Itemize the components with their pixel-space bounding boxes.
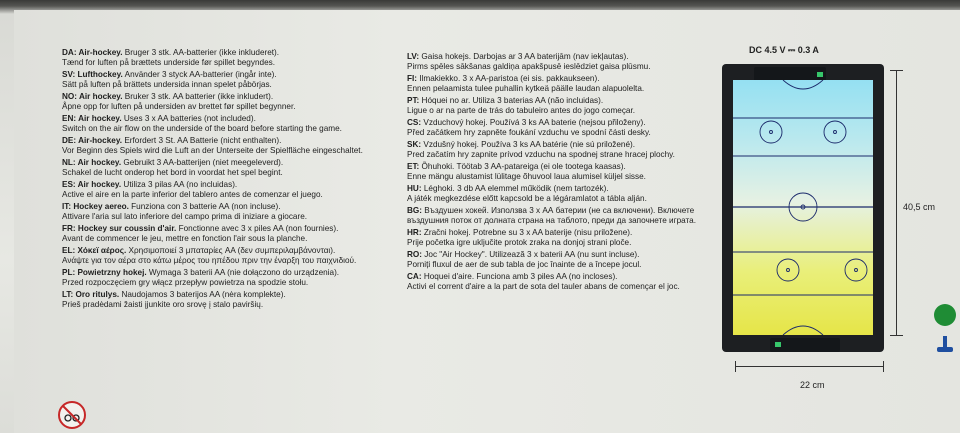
language-heading: ES: Air hockey.: [62, 180, 122, 189]
instruction-entry: [407, 184, 697, 204]
instruction-entry: [62, 246, 392, 266]
height-tick-top: [890, 70, 903, 71]
instruction-line: Switch on the air flow on the underside of the board before starting the game.: [62, 124, 342, 134]
instruction-line: Zračni hokej. Potrebne su 3 x AA baterije (nisu priložene).: [421, 228, 633, 237]
table-top-goal-housing: [754, 67, 826, 81]
instruction-line: Activi el corrent d'aire a la part de sota del tauler abans de començar el joc.: [407, 282, 680, 292]
instruction-entry: [62, 268, 392, 288]
language-heading: PT:: [407, 96, 420, 105]
language-heading: SK:: [407, 140, 422, 149]
language-heading: PL: Powietrzny hokej.: [62, 268, 147, 277]
language-heading: BG:: [407, 206, 423, 215]
language-heading: LV:: [407, 52, 420, 61]
instruction-line: Porniți fluxul de aer de sub tabla de joc înainte de a începe jocul.: [407, 260, 642, 270]
instruction-line: Erfordert 3 St. AA Batterie (nicht enthalten).: [122, 136, 282, 145]
instruction-entry: [407, 228, 697, 248]
instruction-entry: [62, 180, 392, 200]
instruction-line: Ligue o ar na parte de trás do tabuleiro antes do jogo começar.: [407, 106, 636, 116]
language-heading: RO:: [407, 250, 423, 259]
instructions-left-column: [62, 48, 392, 312]
language-heading: SV: Lufthockey.: [62, 70, 123, 79]
air-hockey-playing-surface: [733, 80, 873, 335]
instruction-line: Tænd for luften på brættets underside før spillet begyndes.: [62, 58, 275, 68]
instruction-line: Gebruikt 3 AA-batterijen (niet meegeleverd).: [121, 158, 284, 167]
instruction-entry: [62, 70, 392, 90]
instruction-line: Ανάψτε για τον αέρα στο κάτω μέρος του ηπέδου πριν την έναρξη του παιχνιδιού.: [62, 256, 357, 266]
height-dimension-line: [896, 70, 897, 335]
instruction-line: Ennen pelaamista tulee puhallin kytkeä päälle laudan alapuolelta.: [407, 84, 645, 94]
score-led-top: [817, 72, 823, 77]
instruction-entry: [407, 162, 697, 182]
instruction-line: Gaisa hokejs. Darbojas ar 3 AA baterijām (nav iekļautas).: [419, 52, 629, 61]
instruction-line: Sätt på luften på brättets undersida innan spelet påbörjas.: [62, 80, 272, 90]
instruction-entry: [62, 158, 392, 178]
language-heading: HR:: [407, 228, 422, 237]
instruction-entry: [407, 272, 697, 292]
instruction-line: Schakel de lucht onderop het bord in voordat het spel begint.: [62, 168, 283, 178]
instruction-line: Ilmakiekko. 3 x AA-paristoa (ei sis. pakkaukseen).: [417, 74, 600, 83]
instruction-line: Active el aire en la parte inferior del tablero antes de comenzar el juego.: [62, 190, 323, 200]
instruction-line: Joc "Air Hockey". Utilizează 3 x baterii AA (nu sunt incluse).: [422, 250, 640, 259]
width-dimension-line: [735, 366, 883, 367]
no-waste-icon: [57, 400, 87, 430]
instruction-line: Vor Beginn des Spiels wird die Luft an der Unterseite der Spielfläche eingeschaltet.: [62, 146, 363, 156]
instruction-line: Przed rozpoczęciem gry włącz przepływ powietrza na spodzie stołu.: [62, 278, 309, 288]
instruction-entry: [62, 136, 392, 156]
instruction-line: Wymaga 3 baterii AA (nie dołączono do urządzenia).: [146, 268, 340, 277]
instruction-line: Χρησιμοποιεί 3 μπαταρίες AA (δεν συμπεριλαμβάνονται).: [126, 246, 336, 255]
instruction-line: A játék megkezdése előtt kapcsold be a légáramlatot a tábla alján.: [407, 194, 647, 204]
instruction-line: Léghoki. 3 db AA elemmel működik (nem tartozék).: [421, 184, 609, 193]
instruction-line: Hóquei no ar. Utiliza 3 baterias AA (não incluidas).: [419, 96, 604, 105]
instruction-entry: [407, 250, 697, 270]
instruction-line: Enne mängu alustamist lülitage õhuvool laua alumisel küljel sisse.: [407, 172, 646, 182]
instruction-line: Uses 3 x AA batteries (not included).: [121, 114, 256, 123]
instruction-entry: [407, 206, 697, 226]
instruction-line: Õhuhoki. Töötab 3 AA-patareiga (ei ole tootega kaasas).: [419, 162, 626, 171]
language-heading: DE: Air-hockey.: [62, 136, 123, 145]
language-heading: EL: Χόκεϊ αέρος.: [62, 246, 127, 255]
instruction-line: Vzduchový hokej. Používá 3 ks AA baterie (nejsou přiloženy).: [421, 118, 646, 127]
language-heading: ET:: [407, 162, 420, 171]
instruction-entry: [62, 114, 392, 134]
instruction-line: Attivare l'aria sul lato inferiore del campo prima di iniziare a giocare.: [62, 212, 308, 222]
language-heading: CS:: [407, 118, 422, 127]
instruction-line: Въздушен хокей. Използва 3 х АА батерии (не са включени). Включете: [422, 206, 695, 215]
instruction-line: Prieš pradėdami žaisti įjunkite oro srovę į stalo paviršių.: [62, 300, 264, 310]
height-tick-bottom: [890, 335, 903, 336]
language-heading: FI:: [407, 74, 418, 83]
language-heading: IT: Hockey aereo.: [62, 202, 129, 211]
rink-markings: [733, 80, 873, 335]
power-spec: DC 4.5 V ⎓ 0.3 A: [749, 45, 819, 55]
width-label: 22 cm: [800, 380, 825, 390]
instruction-entry: [407, 96, 697, 116]
instruction-line: Använder 3 styck AA-batterier (ingår inte).: [122, 70, 277, 79]
language-heading: EN: Air hockey.: [62, 114, 122, 123]
language-heading: FR: Hockey sur coussin d'air.: [62, 224, 177, 233]
instruction-entry: [62, 202, 392, 222]
language-heading: HU:: [407, 184, 422, 193]
width-tick-left: [735, 361, 736, 372]
instruction-line: Funziona con 3 batterie AA (non incluse).: [128, 202, 281, 211]
instruction-entry: [62, 224, 392, 244]
language-heading: CA:: [407, 272, 422, 281]
instruction-line: Vzdušný hokej. Používa 3 ks AA batérie (nie sú priložené).: [421, 140, 636, 149]
mallet-icon: [935, 335, 955, 355]
instruction-entry: [407, 52, 697, 72]
width-tick-right: [883, 361, 884, 372]
instruction-line: въздушния поток от долната страна на таблото, преди да започнете играта.: [407, 216, 697, 226]
instruction-entry: [62, 290, 392, 310]
language-heading: NL: Air hockey.: [62, 158, 122, 167]
instruction-line: Bruger 3 stk. AA-batterier (ikke inkluderet).: [122, 48, 280, 57]
instruction-entry: [407, 140, 697, 160]
instruction-entry: [62, 48, 392, 68]
instruction-entry: [407, 74, 697, 94]
height-label: 40,5 cm: [903, 202, 936, 212]
fine-print-text: [95, 416, 955, 432]
instruction-line: Fonctionne avec 3 x piles AA (non fournies).: [176, 224, 339, 233]
language-heading: NO: Air hockey.: [62, 92, 123, 101]
instruction-line: Bruker 3 stk. AA batterier (ikke inkludert).: [122, 92, 274, 101]
green-puck-icon: [934, 304, 956, 326]
instruction-line: Naudojamos 3 baterijos AA (nėra komplekte).: [119, 290, 286, 299]
instruction-entry: [62, 92, 392, 112]
instruction-line: Avant de commencer le jeu, mettre en fonction l'air sous la planche.: [62, 234, 308, 244]
instructions-middle-column: [407, 52, 697, 294]
instruction-line: Prije početka igre uključite protok zraka na donjoj strani ploče.: [407, 238, 632, 248]
language-heading: DA: Air-hockey.: [62, 48, 123, 57]
instruction-line: Utiliza 3 pilas AA (no incluidas).: [121, 180, 238, 189]
instruction-line: Hoquei d'aire. Funciona amb 3 piles AA (no incloses).: [421, 272, 618, 281]
instruction-line: Pirms spēles sākšanas galdiņa apakšpusē ieslēdziet gaisa plūsmu.: [407, 62, 651, 72]
instruction-line: Åpne opp for luften på undersiden av brettet før spillet begynner.: [62, 102, 296, 112]
instruction-line: Před začátkem hry zapněte foukání vzduchu ve spodní části desky.: [407, 128, 651, 138]
language-heading: LT: Oro ritulys.: [62, 290, 120, 299]
instruction-line: Pred začatím hry zapnite prívod vzduchu na spodnej strane hracej plochy.: [407, 150, 675, 160]
instruction-entry: [407, 118, 697, 138]
score-led-bottom: [775, 342, 781, 347]
